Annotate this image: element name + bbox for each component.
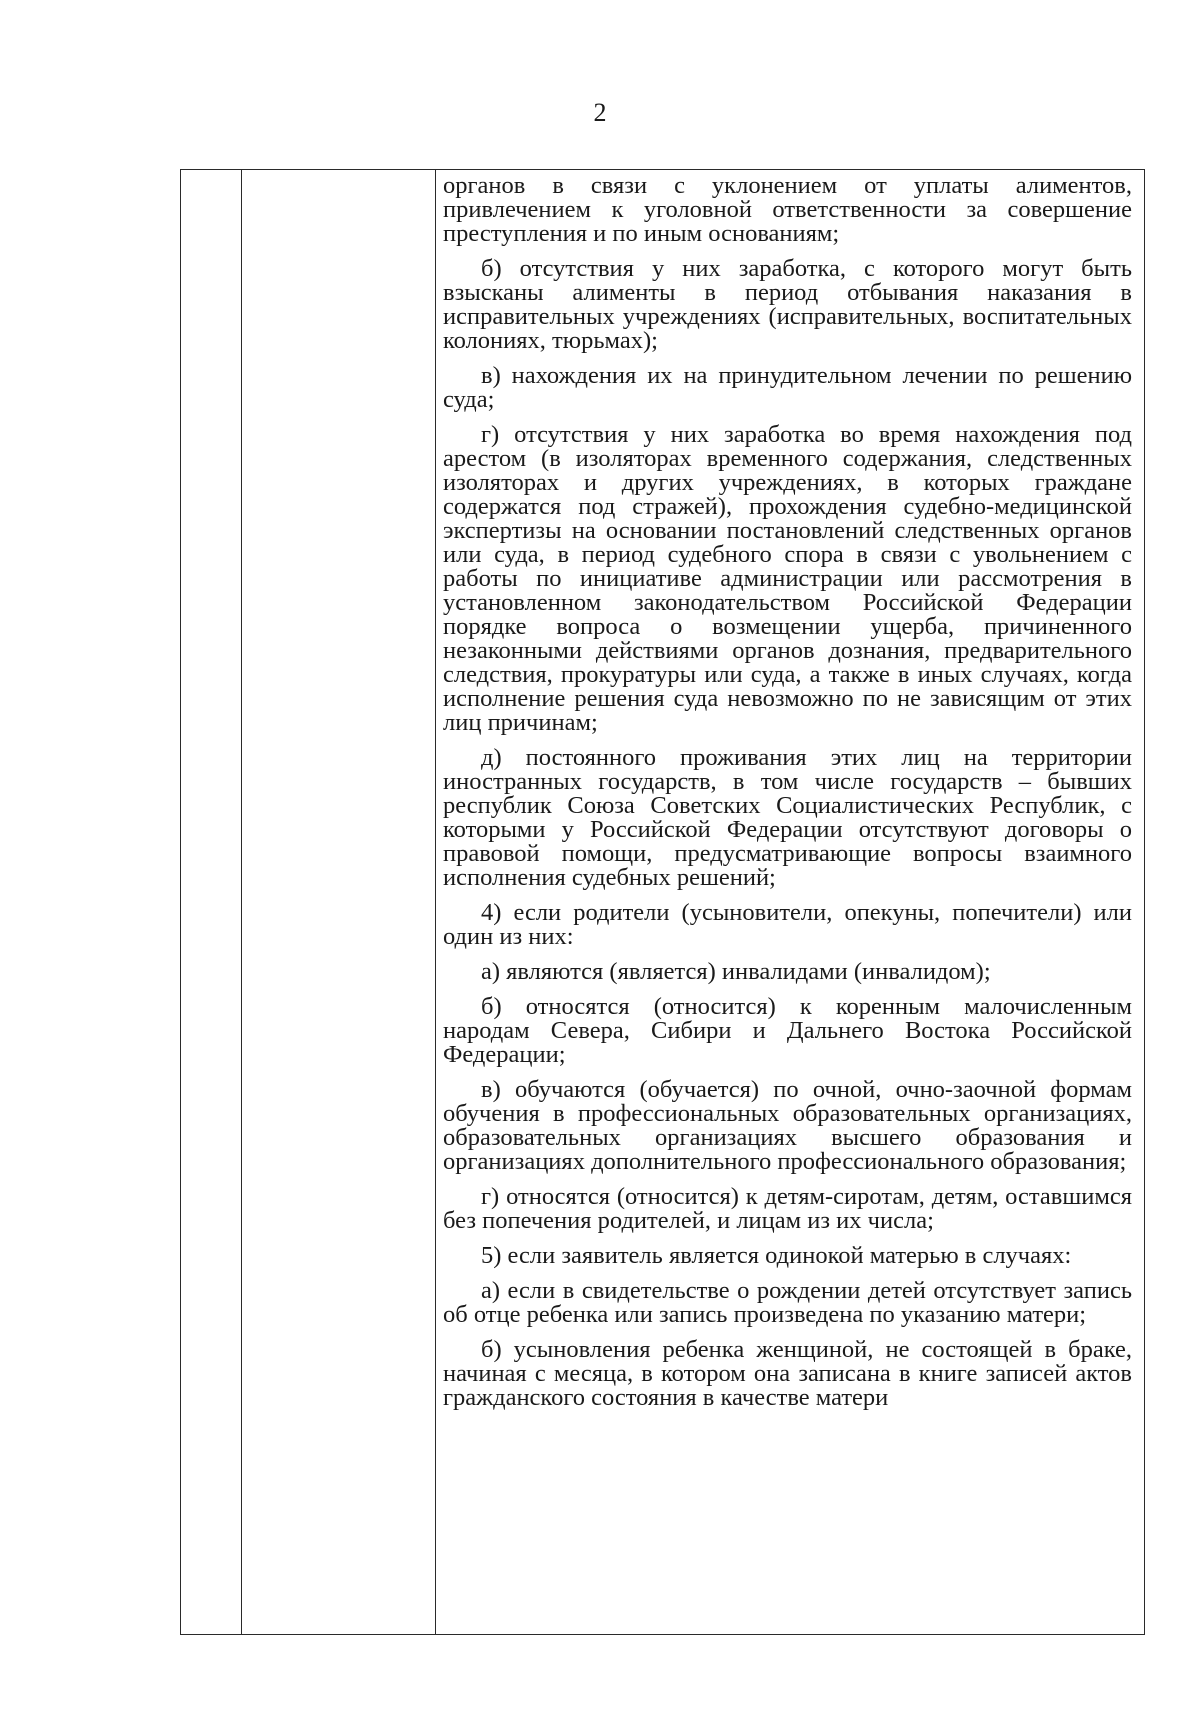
paragraph: а) если в свидетельстве о рождении детей отсутствует запись об отце ребенка или запись произведена по указанию матери; (443, 1277, 1132, 1328)
paragraph: 4) если родители (усыновители, опекуны, попечители) или один из них: (443, 899, 1132, 950)
paragraph: г) отсутствия у них заработка во время нахождения под арестом (в изоляторах временного содержания, следственных изоляторах и других учреждениях, в которых граждане содержатся под стражей), прохождения судебно-медицинской экспертизы на основании постановлений следственных органов или суда, в период судебного спора в связи с увольнением с работы по инициативе администрации или рассмотрения в установленном законодательством Российской Федерации порядке вопроса о возмещении ущерба, причиненного незаконными действиями органов дознания, предварительного следствия, прокуратуры или суда, а также в иных случаях, когда исполнение решения суда невозможно по не зависящим от этих лиц причинам; (443, 421, 1132, 736)
paragraph: а) являются (является) инвалидами (инвалидом); (481, 958, 991, 985)
paragraph: б) относятся (относится) к коренным малочисленным народам Севера, Сибири и Дальнего Востока Российской Федерации; (443, 993, 1132, 1068)
paragraph: в) нахождения их на принудительном лечении по решению суда; (443, 362, 1132, 413)
paragraph: д) постоянного проживания этих лиц на территории иностранных государств, в том числе государств – бывших республик Союза Советских Социалистических Республик, с которыми у Российской Федерации отсутствуют договоры о правовой помощи, предусматривающие вопросы взаимного исполнения судебных решений; (443, 744, 1132, 891)
document-table (180, 169, 1145, 1635)
column-divider (435, 170, 436, 1634)
page-number: 2 (593, 98, 607, 127)
paragraph: г) относятся (относится) к детям-сиротам, детям, оставшимся без попечения родителей, и лицам из их числа; (443, 1183, 1132, 1234)
paragraph: в) обучаются (обучается) по очной, очно-заочной формам обучения в профессиональных образовательных организациях, образовательных организациях высшего образования и организациях дополнительного профессионального образования; (443, 1076, 1132, 1175)
paragraph: органов в связи с уклонением от уплаты алиментов, привлечением к уголовной ответственности за совершение преступления и по иным основаниям; (443, 172, 1132, 247)
paragraph: б) отсутствия у них заработка, с которого могут быть взысканы алименты в период отбывания наказания в исправительных учреждениях (исправительных, воспитательных колониях, тюрьмах); (443, 255, 1132, 354)
paragraph: 5) если заявитель является одинокой матерью в случаях: (481, 1242, 1072, 1269)
paragraph: б) усыновления ребенка женщиной, не состоящей в браке, начиная с месяца, в котором она записана в книге записей актов гражданского состояния в качестве матери (443, 1336, 1132, 1411)
table-text-cell (443, 170, 1132, 1634)
column-divider (241, 170, 242, 1634)
